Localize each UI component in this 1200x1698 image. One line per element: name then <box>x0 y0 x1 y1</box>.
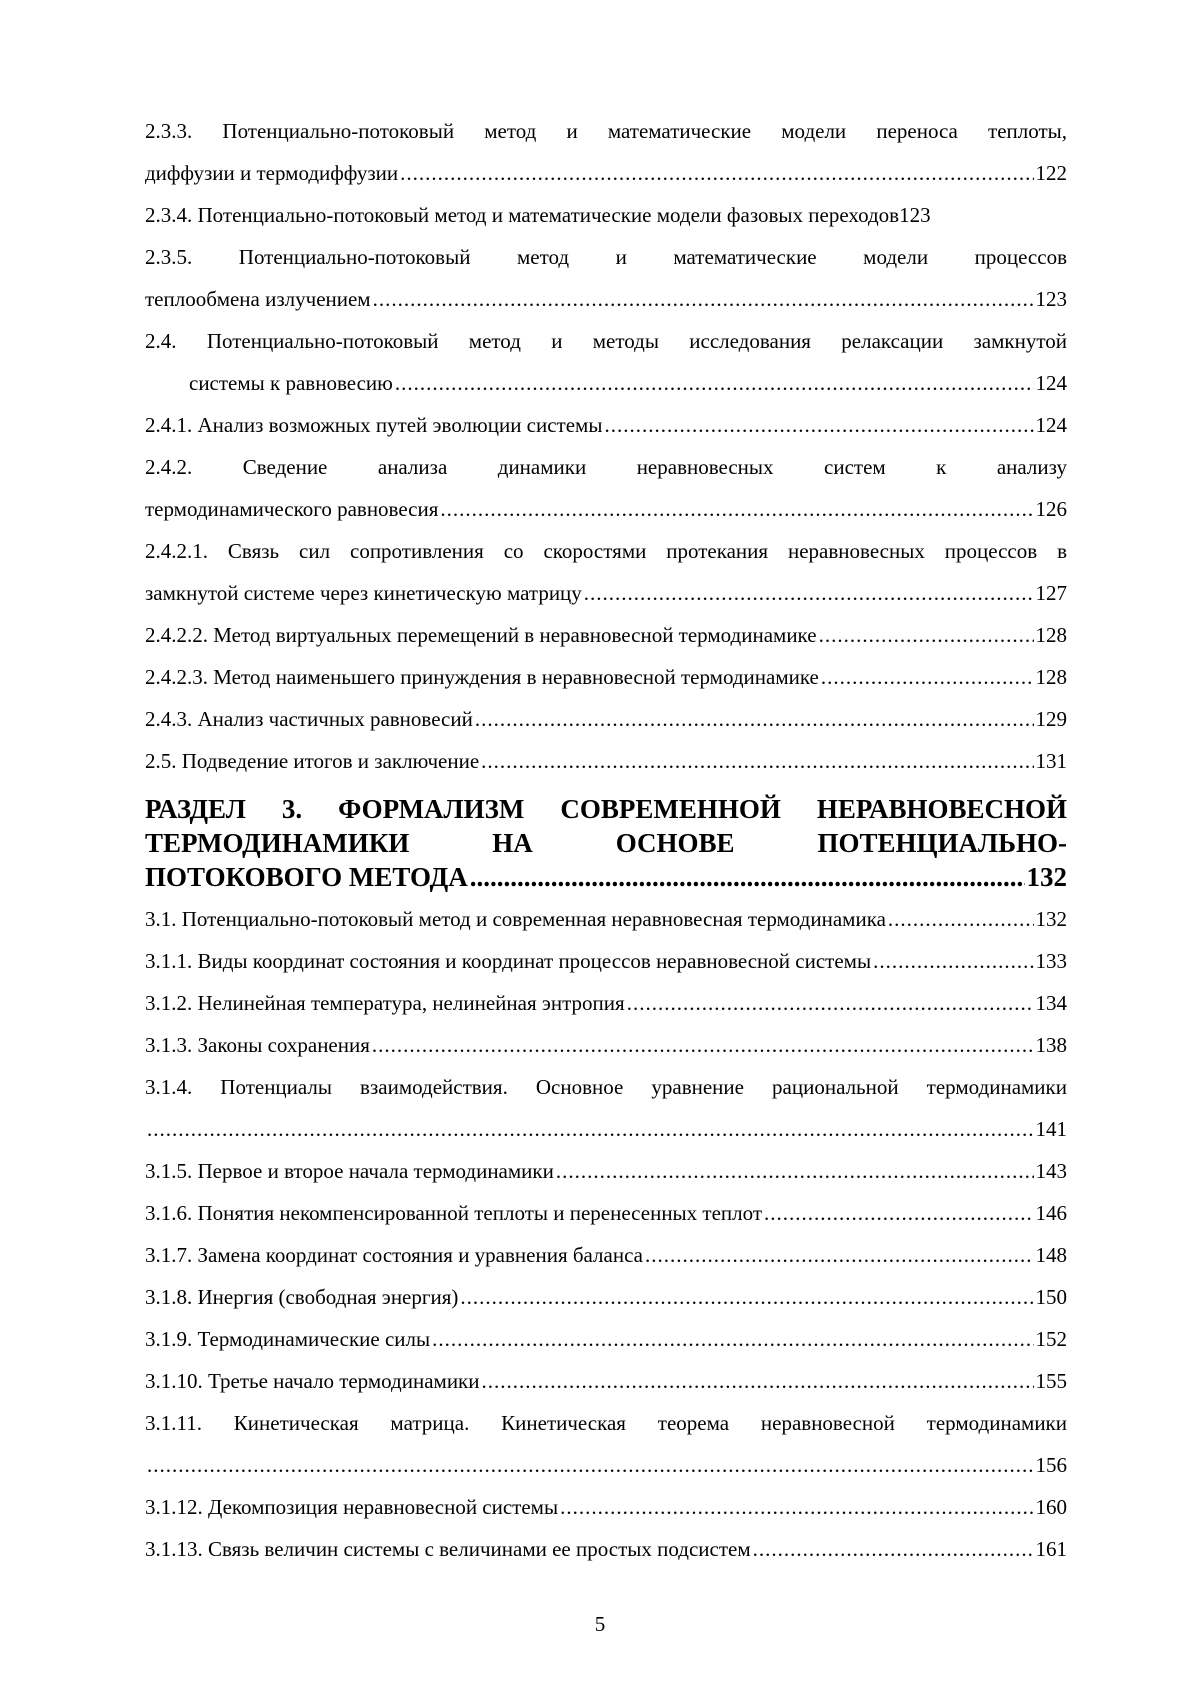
toc-entry-text-cont: диффузии и термодиффузии <box>145 161 399 185</box>
toc-section-heading <box>145 792 1067 894</box>
dot-leader <box>764 1192 1033 1234</box>
toc-page-number: 143 <box>1035 1159 1067 1183</box>
toc-entry-text: 3.1.5. Первое и второе начала термодинамики <box>145 1159 554 1183</box>
toc-entry <box>145 1024 1067 1066</box>
toc-page-number: 156 <box>1035 1453 1067 1477</box>
toc-entry-text: 3.1. Потенциально-потоковый метод и современная неравновесная термодинамика <box>145 907 886 931</box>
toc-entry-text: 2.4.1. Анализ возможных путей эволюции системы <box>145 413 603 437</box>
toc-entry-text: 3.1.4. Потенциалы взаимодействия. Основное уравнение рациональной термодинамики <box>145 1075 1067 1099</box>
toc-entry <box>145 1276 1067 1318</box>
toc-entry <box>145 982 1067 1024</box>
toc-page-number: 132 <box>1035 907 1067 931</box>
toc-entry-text: 3.1.1. Виды координат состояния и координат процессов неравновесной системы <box>145 949 872 973</box>
toc-entry <box>145 1234 1067 1276</box>
toc-entry <box>145 698 1067 740</box>
page-footer-number: 5 <box>594 1612 606 1636</box>
toc-entry <box>145 1150 1067 1192</box>
toc-entry <box>145 1360 1067 1402</box>
toc-entry <box>145 898 1067 940</box>
toc-entry <box>145 1318 1067 1360</box>
toc-entry-text: 3.1.3. Законы сохранения <box>145 1033 370 1057</box>
dot-leader <box>819 614 1034 656</box>
dot-leader <box>888 898 1034 940</box>
toc-page-number: 160 <box>1035 1495 1067 1519</box>
dot-leader <box>556 1150 1034 1192</box>
dot-leader <box>482 1360 1034 1402</box>
toc-entry-text-cont: замкнутой системе через кинетическую матрицу <box>145 581 582 605</box>
toc-entry <box>145 404 1067 446</box>
toc-entry-text: 2.4.2.2. Метод виртуальных перемещений в неравновесной термодинамике <box>145 623 817 647</box>
toc-entry-text: 3.1.10. Третье начало термодинамики <box>145 1369 480 1393</box>
toc-entry-text-cont: термодинамического равновесия <box>145 497 439 521</box>
toc-page-number: 150 <box>1035 1285 1067 1309</box>
toc-entry <box>145 656 1067 698</box>
dot-leader <box>604 404 1033 446</box>
toc-entry-text: 2.4.3. Анализ частичных равновесий <box>145 707 473 731</box>
toc-entry <box>145 1486 1067 1528</box>
dot-leader <box>372 1024 1034 1066</box>
toc-entry-text: 3.1.2. Нелинейная температура, нелинейная энтропия <box>145 991 625 1015</box>
dot-leader <box>470 860 1025 894</box>
dot-leader <box>753 1528 1034 1570</box>
toc-page-number: 152 <box>1035 1327 1067 1351</box>
dot-leader <box>873 940 1033 982</box>
dot-leader <box>147 1108 1034 1150</box>
table-of-contents <box>145 110 1067 1570</box>
toc-entry-text: 3.1.9. Термодинамические силы <box>145 1327 431 1351</box>
toc-entry-text: 2.3.3. Потенциально-потоковый метод и математические модели переноса теплоты, <box>145 119 1067 143</box>
toc-page-number: 126 <box>1035 497 1067 521</box>
toc-entry-text: 2.4.2.1. Связь сил сопротивления со скоростями протекания неравновесных процессов в <box>145 539 1067 563</box>
toc-page-number: 124 <box>1035 371 1067 395</box>
dot-leader <box>460 1276 1033 1318</box>
toc-entry-text-cont: теплообмена излучением <box>145 287 371 311</box>
toc-entry <box>145 446 1067 530</box>
toc-entry <box>145 740 1067 782</box>
dot-leader <box>373 278 1034 320</box>
toc-entry <box>145 236 1067 320</box>
toc-entry-text: 2.4.2. Сведение анализа динамики неравновесных систем к анализу <box>145 455 1067 479</box>
toc-entry-text: 3.1.6. Понятия некомпенсированной теплоты и перенесенных теплот <box>145 1201 763 1225</box>
toc-page-number: 132 <box>1026 862 1067 892</box>
dot-leader <box>395 362 1034 404</box>
dot-leader <box>821 656 1034 698</box>
toc-page-number: 123 <box>1035 287 1067 311</box>
toc-entry-text: 2.3.5. Потенциально-потоковый метод и математические модели процессов <box>145 245 1067 269</box>
toc-page-number: 148 <box>1035 1243 1067 1267</box>
toc-entry-text: 2.3.4. Потенциально-потоковый метод и математические модели фазовых переходов <box>145 203 900 227</box>
toc-page-number: 123 <box>899 203 931 227</box>
dot-leader <box>627 982 1034 1024</box>
dot-leader <box>440 488 1033 530</box>
toc-entry <box>145 1402 1067 1486</box>
toc-page-number: 129 <box>1035 707 1067 731</box>
dot-leader <box>147 1444 1034 1486</box>
toc-page-number: 138 <box>1035 1033 1067 1057</box>
dot-leader <box>560 1486 1033 1528</box>
toc-entry <box>145 614 1067 656</box>
toc-page-number: 127 <box>1035 581 1067 605</box>
toc-page-number: 131 <box>1035 749 1067 773</box>
toc-entry-text: 3.1.13. Связь величин системы с величинами ее простых подсистем <box>145 1537 751 1561</box>
toc-entry <box>145 110 1067 194</box>
toc-entry <box>145 1066 1067 1150</box>
toc-page-number: 155 <box>1035 1369 1067 1393</box>
toc-entry-text: 3.1.8. Инергия (свободная энергия) <box>145 1285 459 1309</box>
toc-entry-text: 3.1.7. Замена координат состояния и уравнения баланса <box>145 1243 643 1267</box>
toc-entry-text: 2.5. Подведение итогов и заключение <box>145 749 480 773</box>
toc-page-number: 141 <box>1035 1117 1067 1141</box>
toc-entry <box>145 194 1067 236</box>
toc-entry <box>145 940 1067 982</box>
toc-page-number: 128 <box>1035 665 1067 689</box>
dot-leader <box>432 1318 1033 1360</box>
toc-entry <box>145 530 1067 614</box>
dot-leader <box>645 1234 1034 1276</box>
toc-entry-text: 3.1.11. Кинетическая матрица. Кинетическая теорема неравновесной термодинамики <box>145 1411 1067 1435</box>
section-heading-line: ТЕРМОДИНАМИКИ НА ОСНОВЕ ПОТЕНЦИАЛЬНО- <box>145 828 1067 858</box>
dot-leader <box>584 572 1034 614</box>
section-heading-line: РАЗДЕЛ 3. ФОРМАЛИЗМ СОВРЕМЕННОЙ НЕРАВНОВЕСНОЙ <box>145 794 1067 824</box>
toc-page-number: 161 <box>1035 1537 1067 1561</box>
section-heading-line: ПОТОКОВОГО МЕТОДА <box>145 862 468 892</box>
toc-page-number: 146 <box>1035 1201 1067 1225</box>
dot-leader <box>400 152 1033 194</box>
toc-entry-text: 2.4. Потенциально-потоковый метод и методы исследования релаксации замкнутой <box>145 329 1067 353</box>
toc-entry <box>145 1528 1067 1570</box>
dot-leader <box>475 698 1034 740</box>
toc-page-number: 124 <box>1035 413 1067 437</box>
toc-page-number: 133 <box>1035 949 1067 973</box>
toc-page-number: 122 <box>1035 161 1067 185</box>
toc-entry-text: 3.1.12. Декомпозиция неравновесной системы <box>145 1495 559 1519</box>
dot-leader <box>481 740 1033 782</box>
toc-page-number: 134 <box>1035 991 1067 1015</box>
toc-entry <box>145 1192 1067 1234</box>
toc-entry-text-cont: системы к равновесию <box>189 371 393 395</box>
toc-entry-text: 2.4.2.3. Метод наименьшего принуждения в неравновесной термодинамике <box>145 665 819 689</box>
toc-entry <box>145 320 1067 404</box>
toc-page-number: 128 <box>1035 623 1067 647</box>
